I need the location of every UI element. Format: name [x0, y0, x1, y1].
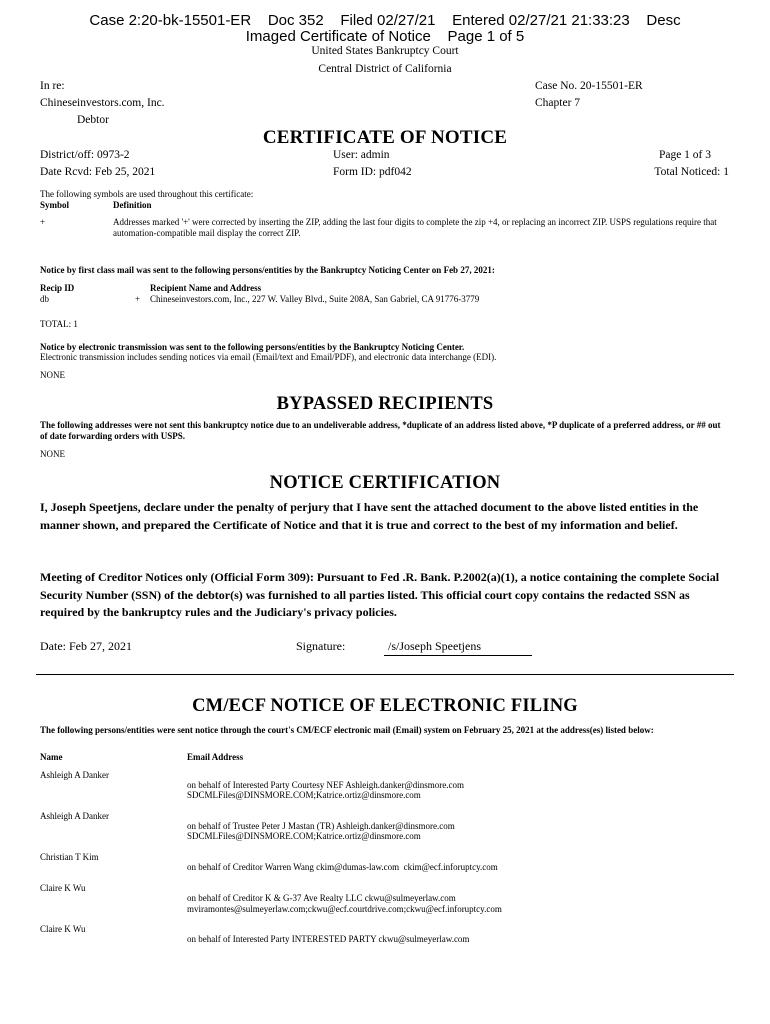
filing-stamp-line-2: Imaged Certificate of Notice Page 1 of 5	[245, 28, 525, 45]
district-off: District/off: 0973-2	[40, 149, 130, 161]
form-id: Form ID: pdf042	[333, 166, 412, 178]
bypassed-none: NONE	[40, 449, 65, 459]
electronic-heading: Notice by electronic transmission was sent to the following persons/entities by the Bankruptcy Noticing Center.	[40, 342, 465, 352]
recipient-name-header: Recipient Name and Address	[150, 283, 262, 293]
cmecf-title: CM/ECF NOTICE OF ELECTRONIC FILING	[192, 696, 578, 716]
certification-title: NOTICE CERTIFICATION	[269, 473, 501, 493]
meeting-notice: Meeting of Creditor Notices only (Official Form 309): Pursuant to Fed .R. Bank. P.2002(a)(1), a notice containing the complete Social Security Number (SSN) of the debtor(s) was furnished to all parties listed. This official court copy contains the redacted SSN as required by the bankruptcy rules and the Judiciary's privacy policies.	[40, 570, 720, 619]
bypassed-text: The following addresses were not sent this bankruptcy notice due to an undeliverable address, *duplicate of an address listed above, *P duplicate of a preferred address, or ## out of date forwarding orders with USPS.	[40, 420, 721, 441]
electronic-subheading: Electronic transmission includes sending notices via email (Email/text and Email/PDF), and electronic data interchange (EDI).	[40, 352, 497, 362]
certification-declaration: I, Joseph Speetjens, declare under the penalty of perjury that I have sent the attached document to the above listed entities in the manner shown, and prepared the Certificate of Notice and that it is true and correct to the best of my information and belief.	[40, 500, 699, 532]
cmecf-row-email: on behalf of Creditor Warren Wang ckim@dumas-law.com ckim@ecf.inforuptcy.com	[187, 862, 498, 872]
case-number: Case No. 20-15501-ER	[535, 80, 643, 92]
cmecf-row-name: Ashleigh A Danker	[40, 811, 109, 821]
cmecf-row-email: on behalf of Creditor K & G-37 Ave Realty LLC ckwu@sulmeyerlaw.com	[187, 893, 456, 903]
user: User: admin	[333, 149, 390, 161]
section-divider	[36, 674, 734, 675]
first-class-heading: Notice by first class mail was sent to the following persons/entities by the Bankruptcy Noticing Center on Feb 27, 2021:	[40, 265, 495, 275]
bypassed-title: BYPASSED RECIPIENTS	[276, 394, 494, 414]
recipient-mark: +	[135, 294, 141, 304]
symbol-plus: +	[40, 217, 46, 227]
in-re-label: In re:	[40, 80, 65, 92]
signature-line	[384, 655, 532, 656]
debtor-name: Chineseinvestors.com, Inc.	[40, 97, 165, 109]
signature-value: /s/Joseph Speetjens	[388, 639, 481, 653]
cmecf-row-email: on behalf of Interested Party Courtesy NEF Ashleigh.danker@dinsmore.com	[187, 780, 464, 790]
page-of: Page 1 of 3	[658, 149, 711, 161]
email-column-header: Email Address	[187, 752, 244, 762]
signature-label: Signature:	[296, 639, 346, 653]
cmecf-intro: The following persons/entities were sent notice through the court's CM/ECF electronic mail (Email) system on February 25, 2021 at the address(es) listed below:	[40, 725, 654, 735]
cmecf-row-email: on behalf of Interested Party INTERESTED PARTY ckwu@sulmeyerlaw.com	[187, 934, 470, 944]
first-class-total: TOTAL: 1	[40, 319, 78, 329]
certification-date: Date: Feb 27, 2021	[40, 639, 132, 653]
recipient-address: Chineseinvestors.com, Inc., 227 W. Valley Blvd., Suite 208A, San Gabriel, CA 91776-3779	[150, 294, 480, 304]
recip-id-header: Recip ID	[40, 283, 75, 293]
recipient-id: db	[40, 294, 49, 304]
debtor-label: Debtor	[77, 114, 109, 126]
court-name: United States Bankruptcy Court	[311, 45, 459, 57]
court-district: Central District of California	[318, 63, 452, 75]
cmecf-row-email: on behalf of Trustee Peter J Mastan (TR) Ashleigh.danker@dinsmore.com	[187, 821, 455, 831]
symbol-column-header: Symbol	[40, 200, 70, 210]
cmecf-row-name: Claire K Wu	[40, 924, 86, 934]
cmecf-row-email-cont: mviramontes@sulmeyerlaw.com;ckwu@ecf.courtdrive.com;ckwu@ecf.inforuptcy.com	[187, 904, 502, 914]
cmecf-row-name: Christian T Kim	[40, 852, 99, 862]
definition-column-header: Definition	[113, 200, 152, 210]
chapter: Chapter 7	[535, 97, 581, 109]
date-received: Date Rcvd: Feb 25, 2021	[40, 166, 156, 178]
symbol-definition: Addresses marked '+' were corrected by inserting the ZIP, adding the last four digits to complete the zip +4, or replacing an incorrect ZIP. USPS regulations require that automation-compatible mail display the correct ZIP.	[113, 217, 717, 238]
cmecf-row-email-cont: SDCMLFiles@DINSMORE.COM;Katrice.ortiz@dinsmore.com	[187, 790, 421, 800]
total-noticed: Total Noticed: 1	[654, 166, 729, 178]
name-column-header: Name	[40, 752, 63, 762]
symbols-intro: The following symbols are used throughout this certificate:	[40, 189, 254, 199]
filing-stamp-line-1: Case 2:20-bk-15501-ER Doc 352 Filed 02/27/21 Entered 02/27/21 21:33:23 Desc	[89, 12, 681, 29]
electronic-none: NONE	[40, 370, 65, 380]
cmecf-row-email-cont: SDCMLFiles@DINSMORE.COM;Katrice.ortiz@dinsmore.com	[187, 831, 421, 841]
certificate-title: CERTIFICATE OF NOTICE	[262, 127, 508, 148]
cmecf-row-name: Ashleigh A Danker	[40, 770, 109, 780]
cmecf-row-name: Claire K Wu	[40, 883, 86, 893]
